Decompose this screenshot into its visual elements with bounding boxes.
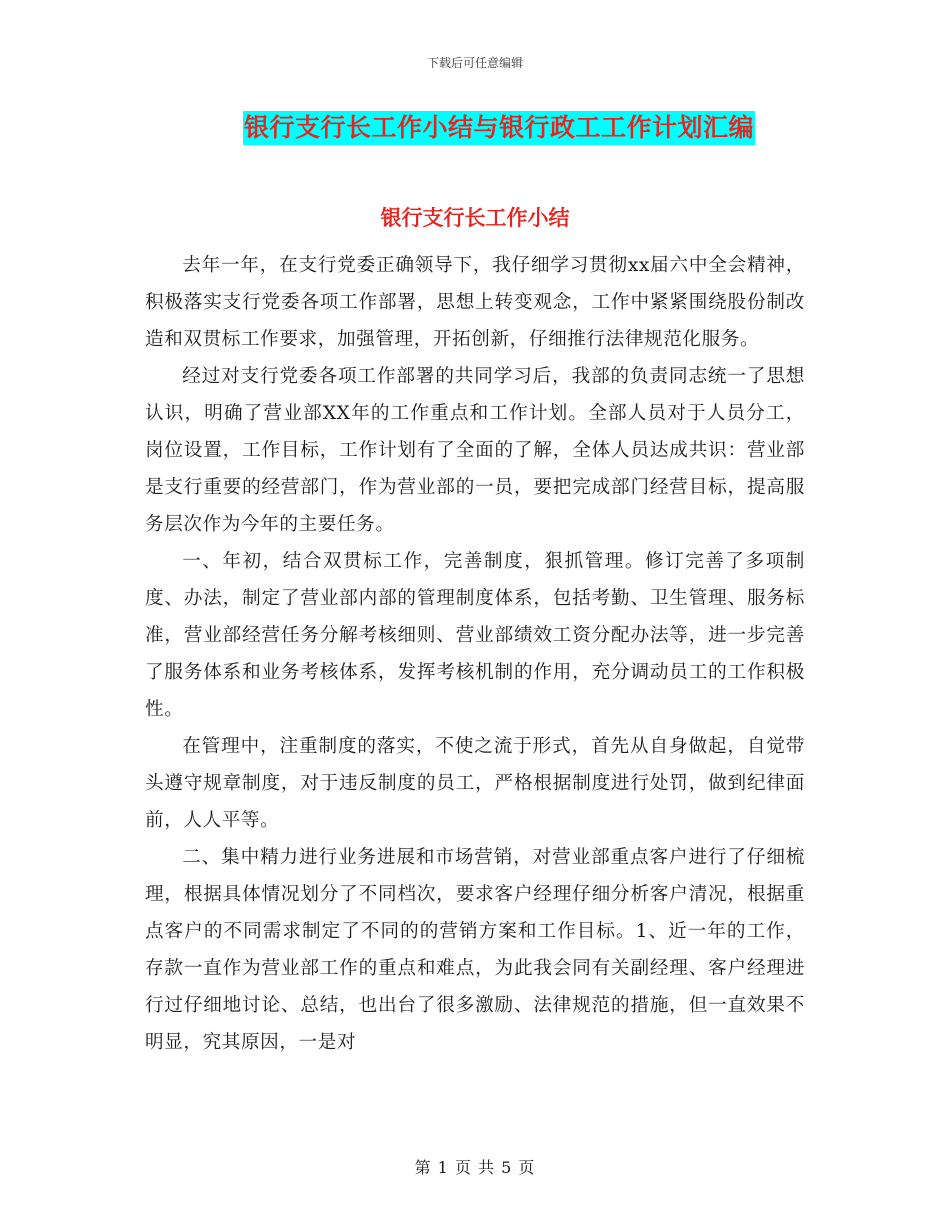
document-title-container [0,111,950,145]
paragraph-4: 在管理中，注重制度的落实，不使之流于形式，首先从自身做起，自觉带头遵守规章制度，对于违反制度的员工，严格根据制度进行处罚，做到纪律面前，人人平等。 [145,736,805,831]
paragraph-2: 经过对支行党委各项工作部署的共同学习后，我部的负责同志统一了思想认识，明确了营业部XX年的工作重点和工作计划。全部人员对于人员分工，岗位设置，工作目标，工作计划有了全面的了解，全体人员达成共识：营业部是支行重要的经营部门，作为营业部的一员，要把完成部门经营目标，提高服务层次作为今年的主要任务。 [145,366,805,535]
section-title: 银行支行长工作小结 [380,205,570,230]
header-note: 下载后可任意编辑 [426,56,523,70]
page-footer: 第 1 页 共 5 页 [414,1158,536,1177]
document-title: 银行支行长工作小结与银行政工工作计划汇编 [243,111,755,145]
paragraph-5: 二、集中精力进行业务进展和市场营销，对营业部重点客户进行了仔细梳理，根据具体情况划分了不同档次，要求客户经理仔细分析客户清况，根据重点客户的不同需求制定了不同的的营销方案和工作目标。1、近一年的工作，存款一直作为营业部工作的重点和难点，为此我会同有关副经理、客户经理进行过仔细地讨论、总结，也出台了很多激励、法律规范的措施，但一直效果不明显，究其原因，一是对 [145,847,805,1053]
paragraph-3: 一、年初，结合双贯标工作，完善制度，狠抓管理。修订完善了多项制度、办法，制定了营业部内部的管理制度体系，包括考勤、卫生管理、服务标准，营业部经营任务分解考核细则、营业部绩效工资分配办法等，进一步完善了服务体系和业务考核体系，发挥考核机制的作用，充分调动员工的工作积极性。 [145,551,805,720]
paragraph-1: 去年一年，在支行党委正确领导下，我仔细学习贯彻xx届六中全会精神，积极落实支行党委各项工作部署，思想上转变观念，工作中紧紧围绕股份制改造和双贯标工作要求，加强管理，开拓创新，仔细推行法律规范化服务。 [145,255,805,350]
body-text [145,247,805,1061]
